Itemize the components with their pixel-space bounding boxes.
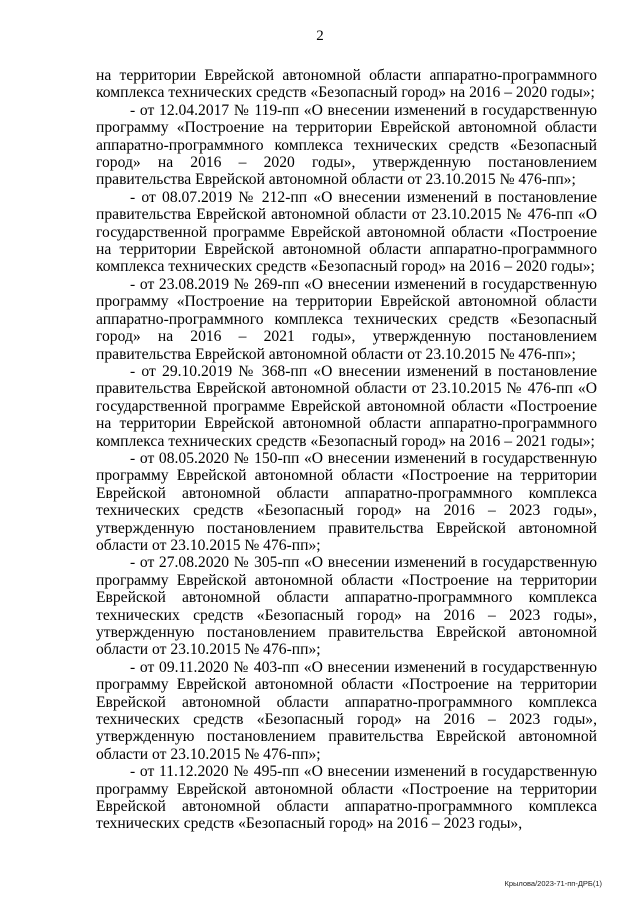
document-body xyxy=(96,67,597,833)
list-item-amendment-305: - от 27.08.2020 № 305-пп «О внесении изменений в государственную программу Еврейской автономной области «Построение на территории Еврейской автономной области аппаратно-программного комплекса технических средств «Безопасный город» на 2016 – 2023 годы», утвержденную постановлением правительства Еврейской автономной области от 23.10.2015 № 476-пп»; xyxy=(96,554,597,659)
list-item-amendment-368: - от 29.10.2019 № 368-пп «О внесении изменений в постановление правительства Еврейской автономной области от 23.10.2015 № 476-пп «О государственной программе Еврейской автономной области «Построение на территории Еврейской автономной области аппаратно-программного комплекса технических средств «Безопасный город» на 2016 – 2021 годы»; xyxy=(96,362,597,450)
list-item-amendment-495: - от 11.12.2020 № 495-пп «О внесении изменений в государственную программу Еврейской автономной области «Построение на территории Еврейской автономной области аппаратно-программного комплекса технических средств «Безопасный город» на 2016 – 2023 годы», xyxy=(96,763,597,833)
list-item-amendment-269: - от 23.08.2019 № 269-пп «О внесении изменений в государственную программу «Построение на территории Еврейской автономной области аппаратно-программного комплекса технических средств «Безопасный город» на 2016 – 2021 годы», утвержденную постановлением правительства Еврейской автономной области от 23.10.2015 № 476-пп»; xyxy=(96,275,597,363)
list-item-amendment-212: - от 08.07.2019 № 212-пп «О внесении изменений в постановление правительства Еврейской автономной области от 23.10.2015 № 476-пп «О государственной программе Еврейской автономной области «Построение на территории Еврейской автономной области аппаратно-программного комплекса технических средств «Безопасный город» на 2016 – 2020 годы»; xyxy=(96,188,597,276)
list-item-amendment-403: - от 09.11.2020 № 403-пп «О внесении изменений в государственную программу Еврейской автономной области «Построение на территории Еврейской автономной области аппаратно-программного комплекса технических средств «Безопасный город» на 2016 – 2023 годы», утвержденную постановлением правительства Еврейской автономной области от 23.10.2015 № 476-пп»; xyxy=(96,658,597,763)
footer-document-code: Крылова/2023-71-пп-ДРБ(1) xyxy=(504,879,602,888)
list-item-amendment-119: - от 12.04.2017 № 119-пп «О внесении изменений в государственную программу «Построение на территории Еврейской автономной области аппаратно-программного комплекса технических средств «Безопасный город» на 2016 – 2020 годы», утвержденную постановлением правительства Еврейской автономной области от 23.10.2015 № 476-пп»; xyxy=(96,101,597,189)
paragraph-continuation: на территории Еврейской автономной области аппаратно-программного комплекса технических средств «Безопасный город» на 2016 – 2020 годы»; xyxy=(96,67,597,102)
page-number: 2 xyxy=(316,28,324,44)
list-item-amendment-150: - от 08.05.2020 № 150-пп «О внесении изменений в государственную программу Еврейской автономной области «Построение на территории Еврейской автономной области аппаратно-программного комплекса технических средств «Безопасный город» на 2016 – 2023 годы», утвержденную постановлением правительства Еврейской автономной области от 23.10.2015 № 476-пп»; xyxy=(96,449,597,554)
